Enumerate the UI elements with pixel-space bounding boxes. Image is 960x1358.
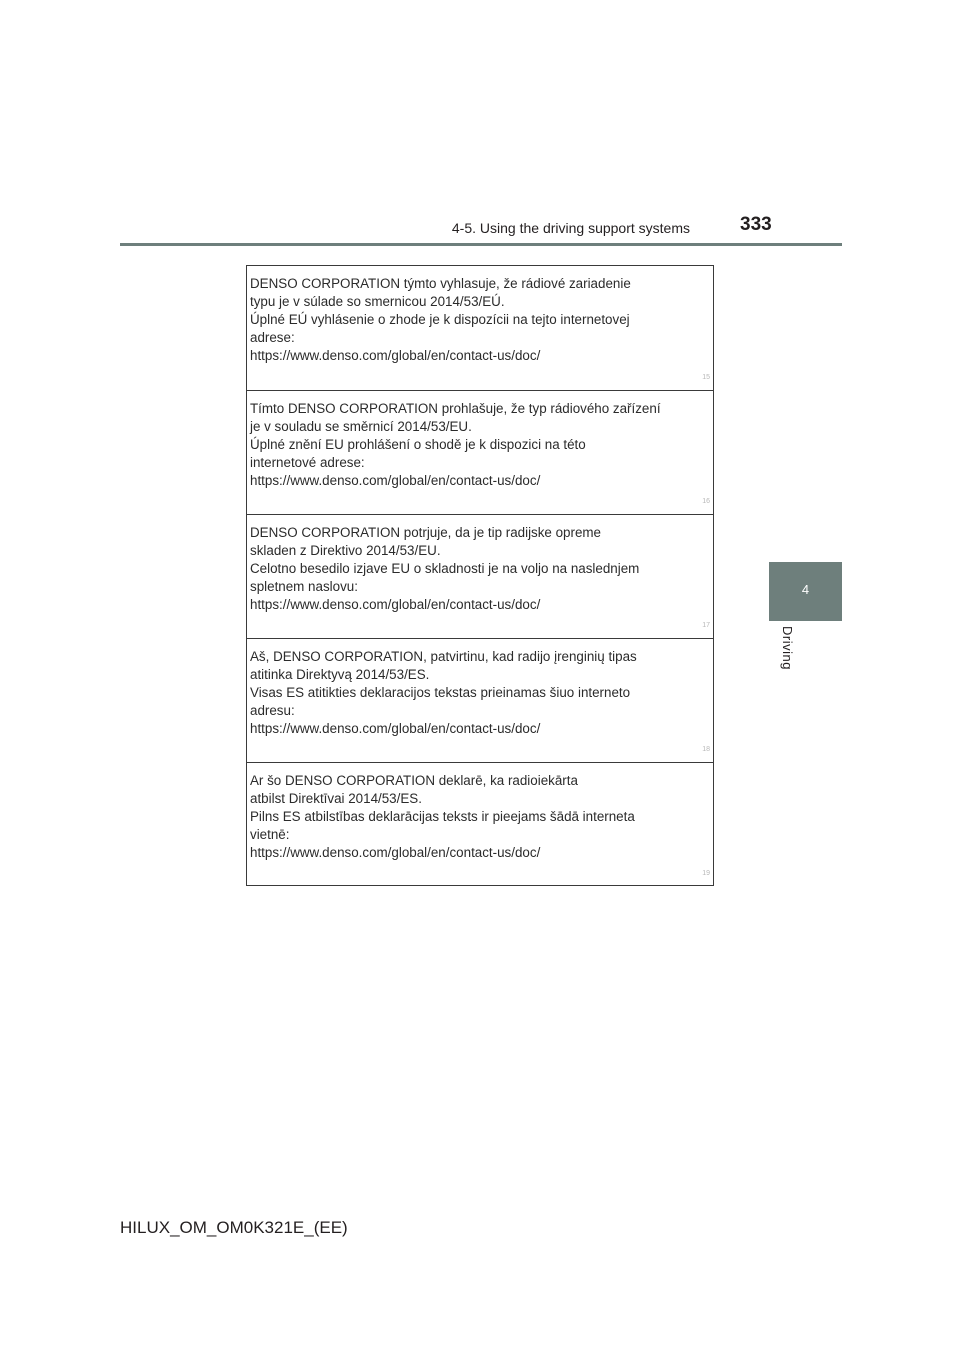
declaration-line: Celotno besedilo izjave EU o skladnosti je na voljo na naslednjem xyxy=(250,561,640,576)
declaration-slovenian xyxy=(247,514,713,638)
declaration-line: adresu: xyxy=(250,703,295,718)
declaration-line: Aš, DENSO CORPORATION, patvirtinu, kad radijo įrenginių tipas xyxy=(250,649,637,664)
declaration-line: DENSO CORPORATION potrjuje, da je tip radijske opreme xyxy=(250,525,602,540)
declaration-line: Pilns ES atbilstības deklarācijas teksts ir pieejams šādā interneta xyxy=(250,809,635,824)
declaration-index: 19 xyxy=(702,870,710,877)
declaration-line: Úplné znění EU prohlášení o shodě je k dispozici na této xyxy=(250,437,586,452)
declaration-line: atitinka Direktyvą 2014/53/ES. xyxy=(250,667,430,682)
declaration-line: DENSO CORPORATION týmto vyhlasuje, že rádiové zariadenie xyxy=(250,276,631,291)
declaration-line: Tímto DENSO CORPORATION prohlašuje, že typ rádiového zařízení xyxy=(250,401,661,416)
declaration-url: https://www.denso.com/global/en/contact-us/doc/ xyxy=(250,348,541,363)
chapter-label: Driving xyxy=(780,626,795,670)
page-number: 333 xyxy=(740,214,772,235)
chapter-tab xyxy=(769,562,842,621)
declaration-line: internetové adrese: xyxy=(250,455,365,470)
chapter-number: 4 xyxy=(801,582,810,597)
declaration-url: https://www.denso.com/global/en/contact-us/doc/ xyxy=(250,597,541,612)
declaration-index: 16 xyxy=(702,498,710,505)
declaration-latvian xyxy=(247,762,713,886)
declaration-line: spletnem naslovu: xyxy=(250,579,358,594)
declaration-czech xyxy=(247,390,713,514)
document-code: HILUX_OM_OM0K321E_(EE) xyxy=(120,1218,348,1237)
declaration-lithuanian xyxy=(247,638,713,762)
declaration-url: https://www.denso.com/global/en/contact-us/doc/ xyxy=(250,473,541,488)
declaration-line: skladen z Direktivo 2014/53/EU. xyxy=(250,543,441,558)
declaration-index: 15 xyxy=(702,374,710,381)
header-divider xyxy=(120,243,842,246)
declaration-line: atbilst Direktīvai 2014/53/ES. xyxy=(250,791,422,806)
declaration-line: vietnē: xyxy=(250,827,290,842)
declaration-line: typu je v súlade so smernicou 2014/53/EÚ. xyxy=(250,294,505,309)
declaration-line: Ar šo DENSO CORPORATION deklarē, ka radioiekārta xyxy=(250,773,578,788)
section-title: 4-5. Using the driving support systems xyxy=(451,220,690,236)
declaration-url: https://www.denso.com/global/en/contact-us/doc/ xyxy=(250,845,541,860)
declaration-slovak xyxy=(247,266,713,390)
declaration-line: Úplné EÚ vyhlásenie o zhode je k dispozícii na tejto internetovej xyxy=(250,312,630,327)
declaration-line: je v souladu se směrnicí 2014/53/EU. xyxy=(250,419,472,434)
declaration-index: 17 xyxy=(702,622,710,629)
declaration-url: https://www.denso.com/global/en/contact-us/doc/ xyxy=(250,721,541,736)
declarations-scan xyxy=(246,265,714,886)
declaration-line: Visas ES atitikties deklaracijos tekstas prieinamas šiuo interneto xyxy=(250,685,631,700)
declaration-line: adrese: xyxy=(250,330,295,345)
declaration-index: 18 xyxy=(702,746,710,753)
